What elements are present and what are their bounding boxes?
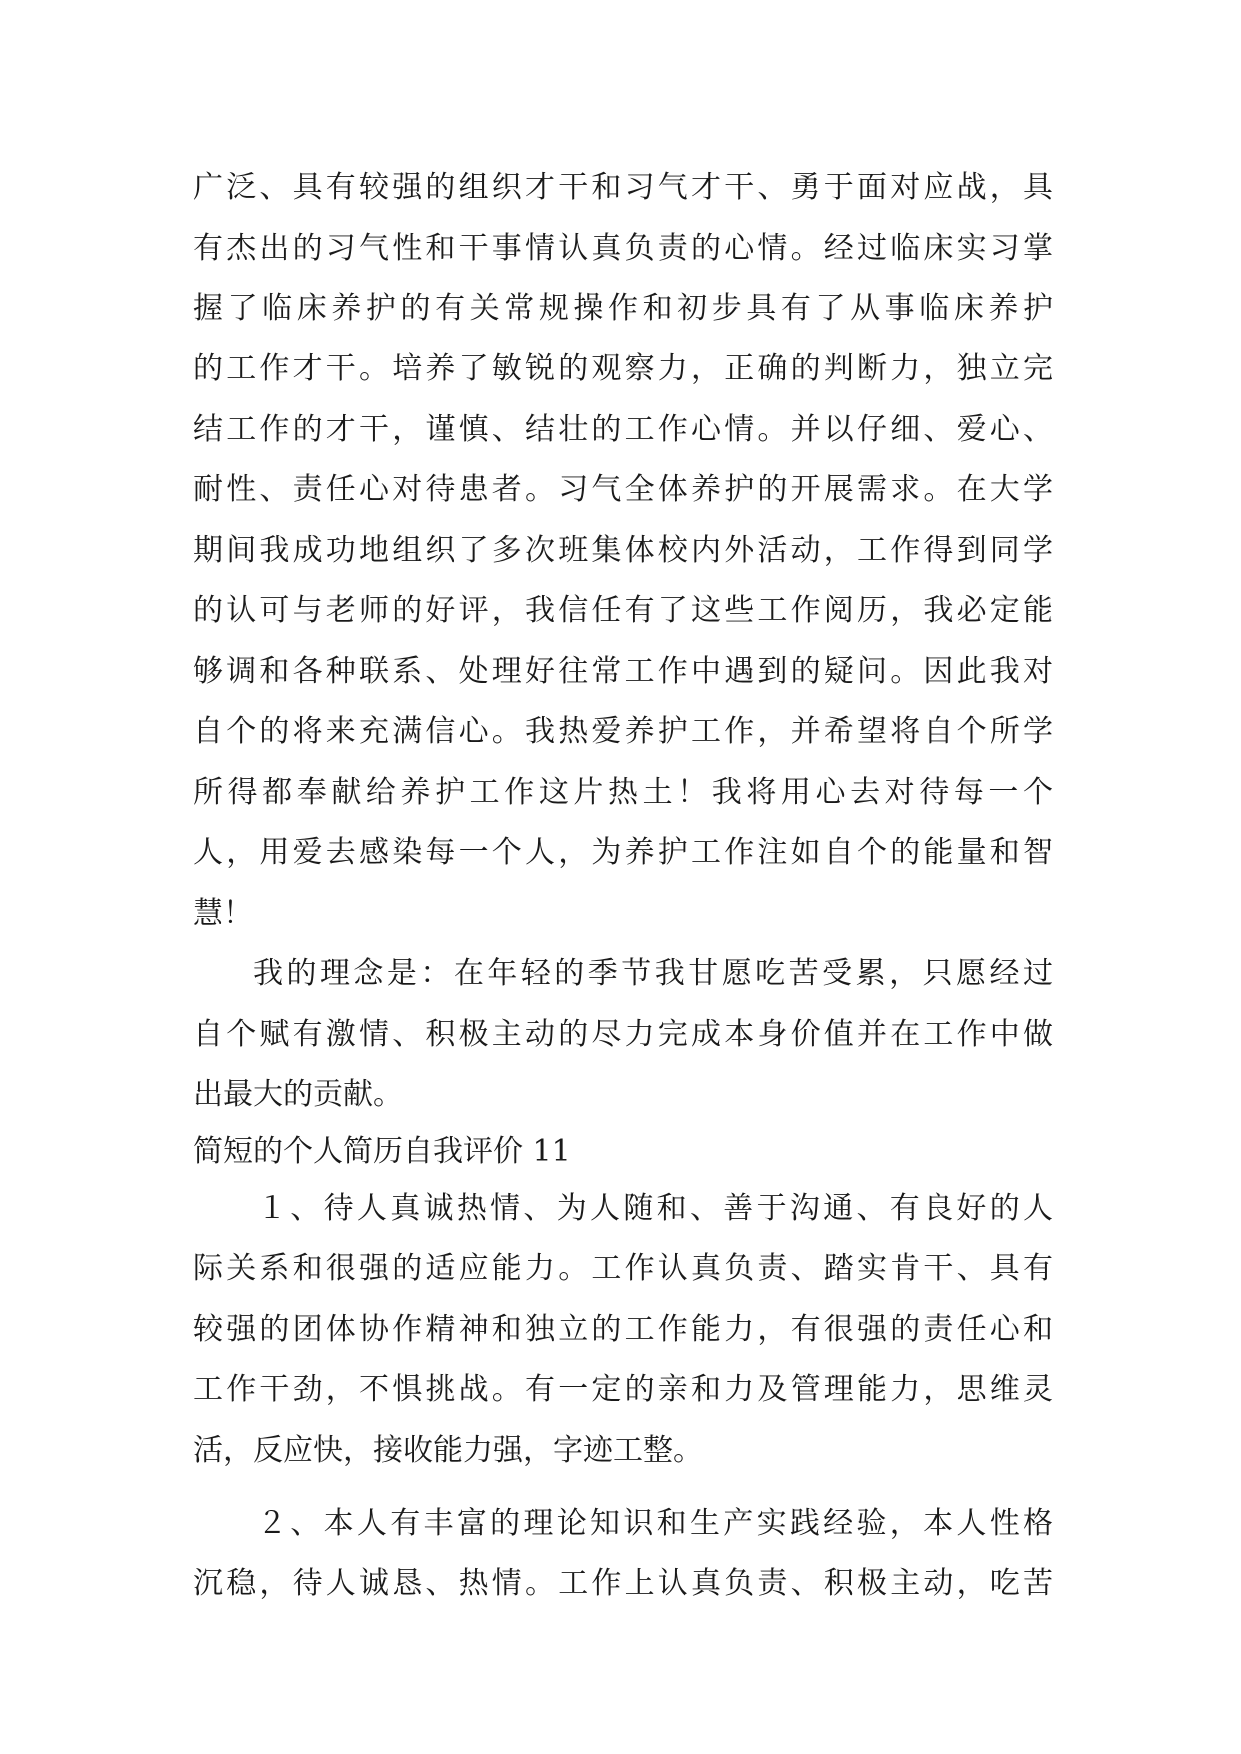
text-line: 广泛、具有较强的组织才干和习气才干、勇于面对应战，具 — [193, 170, 1053, 205]
text-line: 有杰出的习气性和干事情认真负责的心情。经过临床实习掌 — [193, 231, 1053, 266]
text-line: 握了临床养护的有关常规操作和初步具有了从事临床养护 — [193, 291, 1053, 326]
text-line: 活，反应快，接收能力强，字迹工整。 — [193, 1433, 703, 1468]
text-line: 结工作的才干，谨慎、结壮的工作心情。并以仔细、爱心、 — [193, 412, 1053, 447]
text-line: ２、本人有丰富的理论知识和生产实践经验，本人性格 — [257, 1506, 1053, 1541]
text-line: 人，用爱去感染每一个人，为养护工作注如自个的能量和智 — [193, 835, 1053, 870]
text-line: 期间我成功地组织了多次班集体校内外活动，工作得到同学 — [193, 533, 1053, 568]
text-line: 自个赋有激情、积极主动的尽力完成本身价值并在工作中做 — [193, 1017, 1053, 1052]
text-line: 够调和各种联系、处理好往常工作中遇到的疑问。因此我对 — [193, 654, 1053, 689]
text-line: 慧！ — [193, 896, 253, 931]
text-line: 的认可与老师的好评，我信任有了这些工作阅历，我必定能 — [193, 593, 1053, 628]
text-line: 出最大的贡献。 — [193, 1077, 403, 1112]
text-line: 较强的团体协作精神和独立的工作能力，有很强的责任心和 — [193, 1312, 1053, 1347]
text-line: 工作干劲，不惧挑战。有一定的亲和力及管理能力，思维灵 — [193, 1372, 1053, 1407]
text-line: 耐性、责任心对待患者。习气全体养护的开展需求。在大学 — [193, 472, 1053, 507]
section-heading: 简短的个人简历自我评价 11 — [193, 1134, 571, 1169]
text-line: 所得都奉献给养护工作这片热土！我将用心去对待每一个 — [193, 775, 1053, 810]
text-line: 沉稳，待人诚恳、热情。工作上认真负责、积极主动，吃苦 — [193, 1566, 1053, 1601]
text-line: 的工作才干。培养了敏锐的观察力，正确的判断力，独立完 — [193, 351, 1053, 386]
text-line: 际关系和很强的适应能力。工作认真负责、踏实肯干、具有 — [193, 1251, 1053, 1286]
text-line: 我的理念是：在年轻的季节我甘愿吃苦受累，只愿经过 — [253, 956, 1053, 991]
text-line: １、待人真诚热情、为人随和、善于沟通、有良好的人 — [257, 1191, 1053, 1226]
text-line: 自个的将来充满信心。我热爱养护工作，并希望将自个所学 — [193, 714, 1053, 749]
